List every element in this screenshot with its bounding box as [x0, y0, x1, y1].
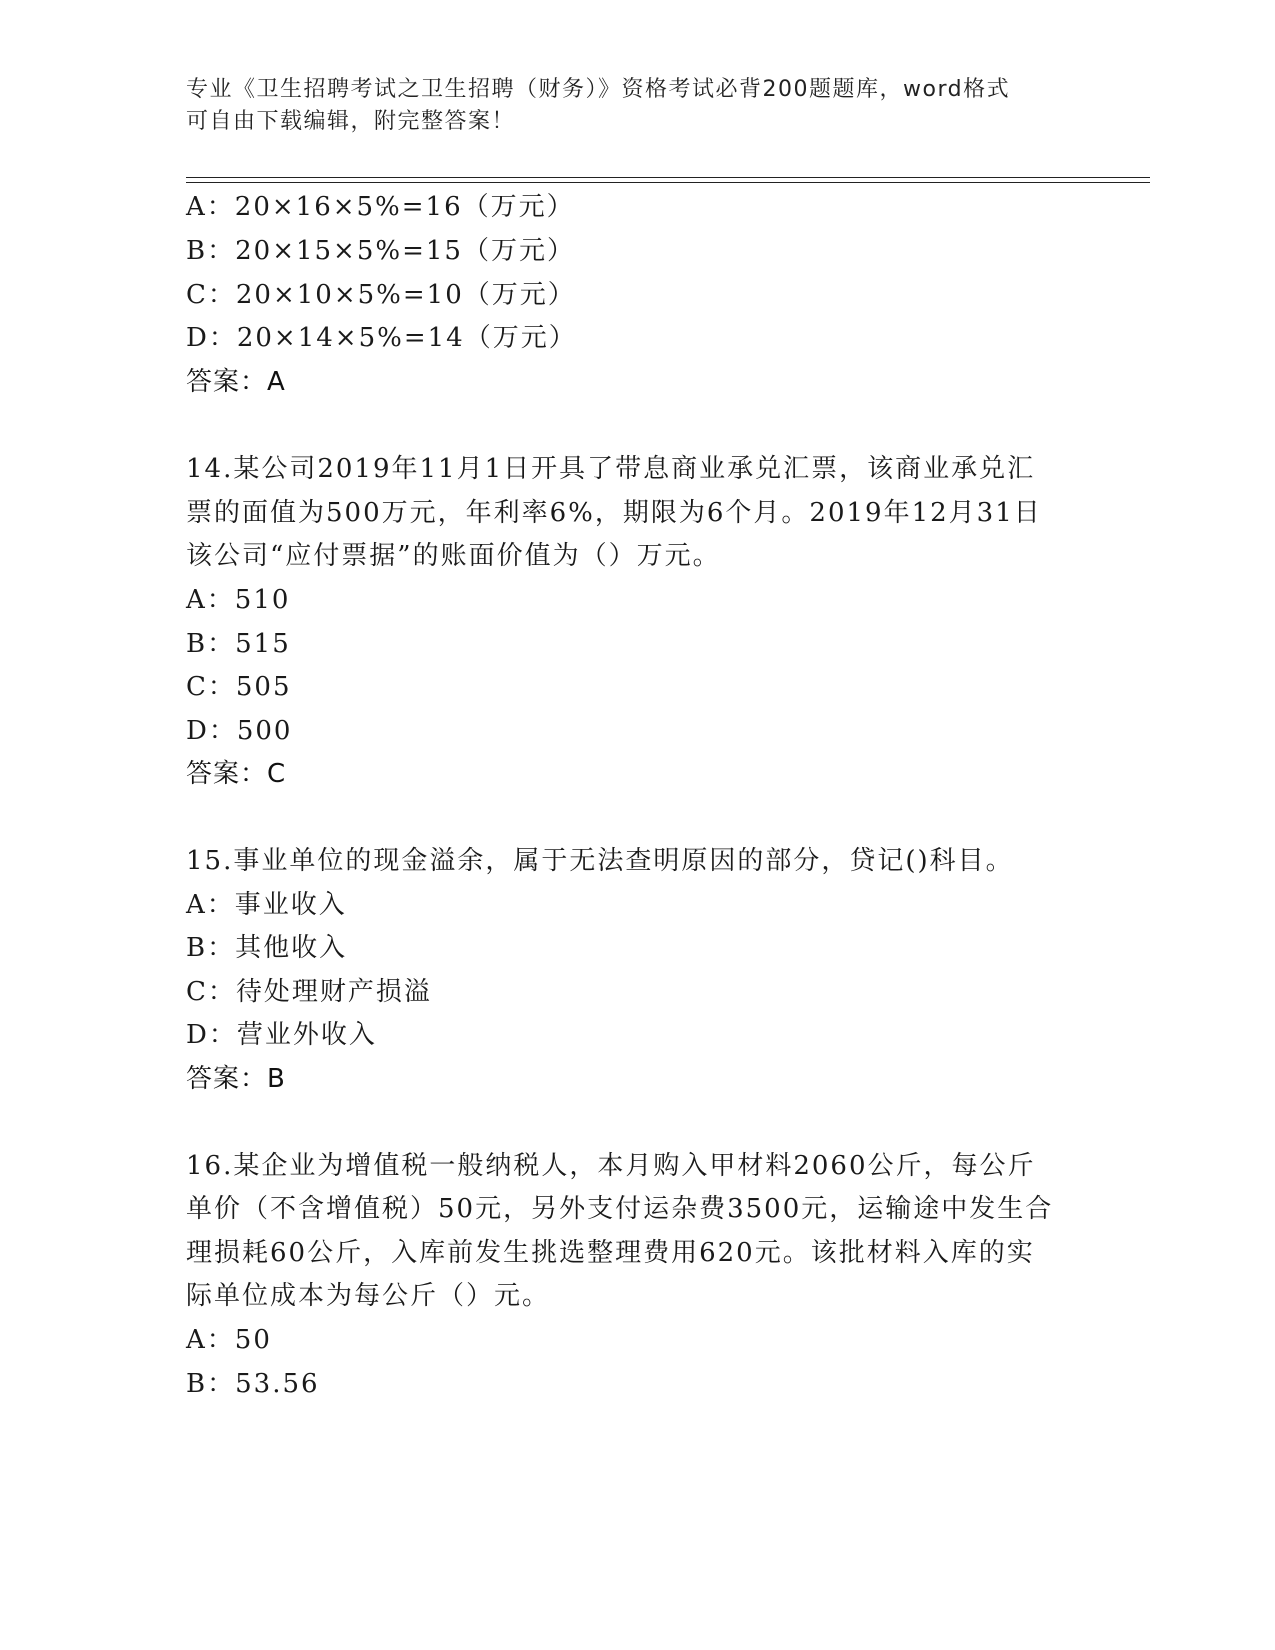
q13-option-b: B：20×15×5%=15（万元） [186, 236, 575, 266]
q15-option-b: B：其他收入 [186, 933, 348, 963]
header-divider-double [186, 182, 1150, 183]
q13-option-d: D：20×14×5%=14（万元） [186, 323, 577, 353]
q14-stem-line-1: 14.某公司2019年11月1日开具了带息商业承兑汇票，该商业承兑汇 [186, 454, 1036, 484]
q13-answer: 答案：A [186, 367, 286, 397]
q16-stem-line-3: 理损耗60公斤，入库前发生挑选整理费用620元。该批材料入库的实 [186, 1238, 1035, 1268]
header-title-line-2: 可自由下载编辑，附完整答案！ [186, 109, 516, 134]
header-title-line-1: 专业《卫生招聘考试之卫生招聘（财务）》资格考试必背200题题库，word格式 [186, 77, 1011, 102]
q15-option-a: A：事业收入 [186, 890, 347, 920]
q14-option-c: C：505 [186, 672, 292, 702]
q15-option-c: C：待处理财产损溢 [186, 977, 432, 1007]
q14-answer: 答案：C [186, 759, 287, 789]
q13-option-a: A：20×16×5%=16（万元） [186, 192, 575, 222]
q16-option-b: B：53.56 [186, 1369, 320, 1399]
document-header [186, 74, 1066, 138]
q15-stem-line-1: 15.事业单位的现金溢余，属于无法查明原因的部分，贷记()科目。 [186, 846, 1014, 876]
q13-option-c: C：20×10×5%=10（万元） [186, 280, 576, 310]
q14-option-d: D：500 [186, 716, 293, 746]
q14-stem-line-3: 该公司“应付票据”的账面价值为（）万元。 [186, 541, 721, 571]
q14-stem-line-2: 票的面值为500万元，年利率6%，期限为6个月。2019年12月31日 [186, 498, 1042, 528]
q14-option-b: B：515 [186, 629, 291, 659]
q16-option-a: A：50 [186, 1325, 272, 1355]
q16-stem-line-4: 际单位成本为每公斤（）元。 [186, 1281, 551, 1311]
q15-answer: 答案：B [186, 1064, 286, 1094]
q14-option-a: A：510 [186, 585, 291, 615]
header-divider [186, 177, 1150, 178]
q16-stem-line-2: 单价（不含增值税）50元，另外支付运杂费3500元，运输途中发生合 [186, 1194, 1054, 1224]
q15-option-d: D：营业外收入 [186, 1020, 377, 1050]
q16-stem-line-1: 16.某企业为增值税一般纳税人，本月购入甲材料2060公斤，每公斤 [186, 1151, 1036, 1181]
